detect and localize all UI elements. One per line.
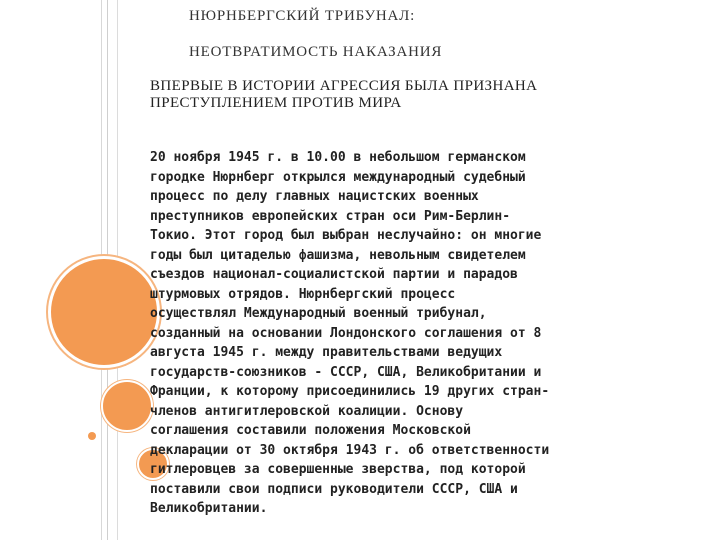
decorative-circle-medium [101,380,153,432]
body-line: поставили свои подписи руководители СССР, США и [150,481,518,497]
body-line: съездов национал-социалистской партии и парадов [150,267,518,282]
body-line: 20 ноября 1945 г. в 10.00 в небольшом германском [150,150,526,165]
body-line: Великобритании. [150,501,268,516]
body-line: преступников европейских стран оси Рим-Берлин- [150,208,511,224]
body-line: годы был цитаделью фашизма, невольным свидетелем [150,247,526,263]
body-line: членов антигитлеровской коалиции. Основу [150,403,464,419]
body-line: Токио. Этот город был выбран неслучайно: он многие [150,228,542,243]
slide-subtitle [150,78,705,112]
body-line: государств-союзников - СССР, США, Великобритании и [150,364,542,380]
body-line: гитлеровцев за совершенные зверства, под которой [150,462,526,477]
body-line: декларации от 30 октября 1943 г. об ответственности [150,442,550,458]
body-line: городке Нюрнберг открылся международный судебный [150,169,526,185]
body-line: Франции, к которому присоединились 19 других стран- [150,384,550,399]
slide-title [189,6,689,62]
body-line: осуществлял Международный военный трибунал, [150,306,487,321]
body-paragraph [150,148,698,519]
subtitle-line: ВПЕРВЫЕ В ИСТОРИИ АГРЕССИЯ БЫЛА ПРИЗНАНА [150,78,538,94]
body-line: созданный на основании Лондонского соглашения от 8 [150,325,542,341]
title-line: НЕОТВРАТИМОСТЬ НАКАЗАНИЯ [189,44,443,60]
title-line: НЮРНБЕРГСКИЙ ТРИБУНАЛ: [189,8,416,24]
body-line: штурмовых отрядов. Нюрнбергский процесс [150,286,456,302]
body-line: соглашения составили положения Московской [150,423,471,438]
body-line: процесс по делу главных нацистских военных [150,189,479,204]
body-line: августа 1945 г. между правительствами ведущих [150,345,503,360]
decorative-dot [88,432,96,440]
subtitle-line: ПРЕСТУПЛЕНИЕМ ПРОТИВ МИРА [150,95,402,111]
decorative-circle-large [48,256,160,368]
